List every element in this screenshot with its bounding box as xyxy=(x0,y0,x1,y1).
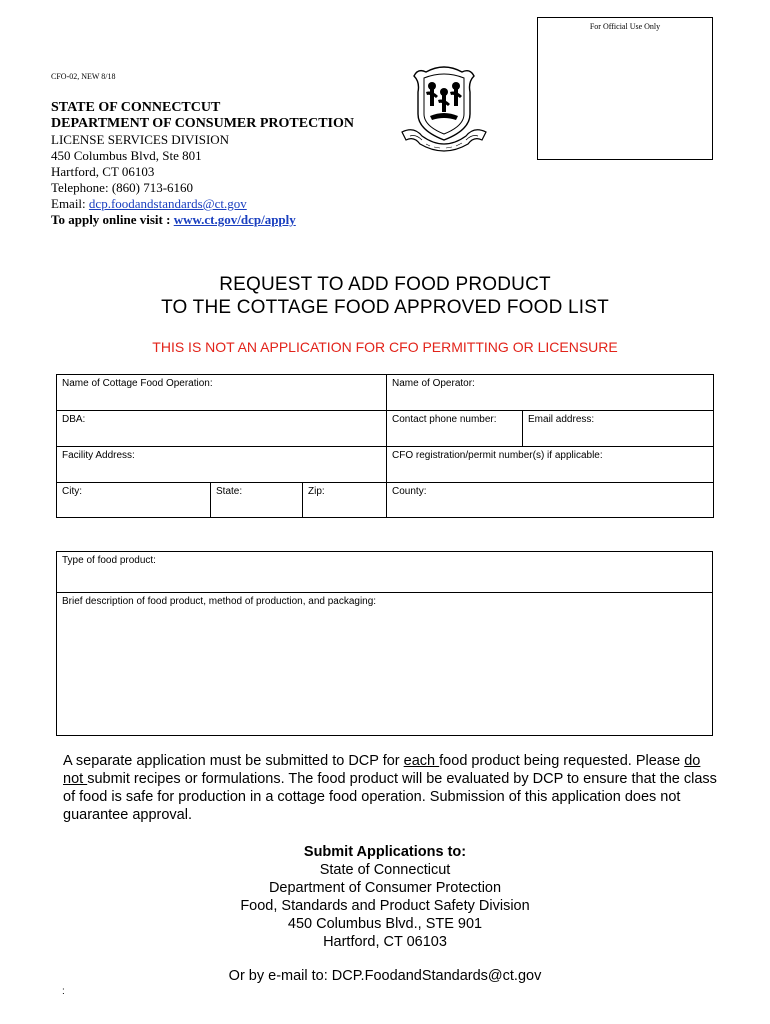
email-address-label: Email address: xyxy=(528,414,595,425)
division-name: LICENSE SERVICES DIVISION xyxy=(51,132,230,147)
dba-label: DBA: xyxy=(62,414,86,425)
operator-info-table xyxy=(56,374,714,518)
paragraph-each: each xyxy=(403,753,440,769)
email-prefix: Email: xyxy=(51,196,89,211)
city-label: City: xyxy=(62,486,82,497)
department-name: DEPARTMENT OF CONSUMER PROTECTION xyxy=(51,116,354,131)
apply-link[interactable]: www.ct.gov/dcp/apply xyxy=(173,212,296,227)
agency-block xyxy=(51,100,354,228)
street-address: 450 Columbus Blvd, Ste 801 xyxy=(51,148,202,163)
submit-email-line: Or by e-mail to: DCP.FoodandStandards@ct.gov xyxy=(228,968,542,984)
paragraph-text-3: submit recipes or formulations. The food product will be evaluated by DCP to ensure that the class of food is safe for production in a cottage food operation. Submission of this application does not guarantee approval. xyxy=(63,771,717,823)
cfo-name-field[interactable] xyxy=(57,375,387,411)
email-row xyxy=(51,196,354,212)
paragraph-do-not: do not xyxy=(63,753,701,787)
food-type-label: Type of food product: xyxy=(62,555,156,566)
product-description-label: Brief description of food product, method of production, and packaging: xyxy=(62,596,377,607)
city-field[interactable] xyxy=(57,483,211,518)
apply-prefix: To apply online visit : xyxy=(51,212,174,227)
zip-field[interactable] xyxy=(303,483,387,518)
submit-line-4: 450 Columbus Blvd., STE 901 xyxy=(287,916,483,932)
facility-address-label: Facility Address: xyxy=(62,450,135,461)
not-application-notice: THIS IS NOT AN APPLICATION FOR CFO PERMITTING OR LICENSURE xyxy=(152,339,618,355)
food-type-field[interactable] xyxy=(57,552,713,593)
paragraph-text-1: A separate application must be submitted to DCP for xyxy=(63,753,404,769)
telephone: Telephone: (860) 713-6160 xyxy=(51,180,194,195)
cfo-name-label: Name of Cottage Food Operation: xyxy=(62,378,213,389)
instruction-paragraph xyxy=(63,752,723,824)
submit-heading: Submit Applications to: xyxy=(303,844,467,860)
apply-row xyxy=(51,212,354,228)
paragraph-text-2: food product being requested. Please xyxy=(439,753,685,769)
email-link[interactable]: dcp.foodandstandards@ct.gov xyxy=(88,196,247,211)
submit-line-5: Hartford, CT 06103 xyxy=(323,934,447,950)
submit-line-2: Department of Consumer Protection xyxy=(268,880,502,896)
submit-line-3: Food, Standards and Product Safety Division xyxy=(240,898,530,914)
state-label: State: xyxy=(216,486,243,497)
state-seal-icon xyxy=(396,62,492,154)
footer-mark: : xyxy=(62,986,65,997)
city-address: Hartford, CT 06103 xyxy=(51,164,155,179)
cfo-registration-label: CFO registration/permit number(s) if applicable: xyxy=(392,450,603,461)
dba-field[interactable] xyxy=(57,411,387,447)
product-description-field[interactable] xyxy=(57,593,713,736)
contact-phone-label: Contact phone number: xyxy=(392,414,497,425)
form-code: CFO-02, NEW 8/18 xyxy=(51,72,116,81)
official-use-box xyxy=(537,17,713,160)
contact-phone-field[interactable] xyxy=(387,411,523,447)
facility-address-field[interactable] xyxy=(57,447,387,483)
email-address-field[interactable] xyxy=(523,411,714,447)
official-use-label: For Official Use Only xyxy=(589,22,661,31)
state-field[interactable] xyxy=(211,483,303,518)
zip-label: Zip: xyxy=(308,486,325,497)
food-product-table xyxy=(56,551,713,736)
operator-name-label: Name of Operator: xyxy=(392,378,475,389)
state-name: STATE OF CONNECTCUT xyxy=(51,100,221,115)
operator-name-field[interactable] xyxy=(387,375,714,411)
cfo-registration-field[interactable] xyxy=(387,447,714,483)
form-title-line1: REQUEST TO ADD FOOD PRODUCT xyxy=(219,274,551,295)
county-field[interactable] xyxy=(387,483,714,518)
submit-address-block xyxy=(0,843,770,951)
submit-line-1: State of Connecticut xyxy=(319,862,451,878)
form-title-line2: TO THE COTTAGE FOOD APPROVED FOOD LIST xyxy=(161,297,609,318)
county-label: County: xyxy=(392,486,427,497)
